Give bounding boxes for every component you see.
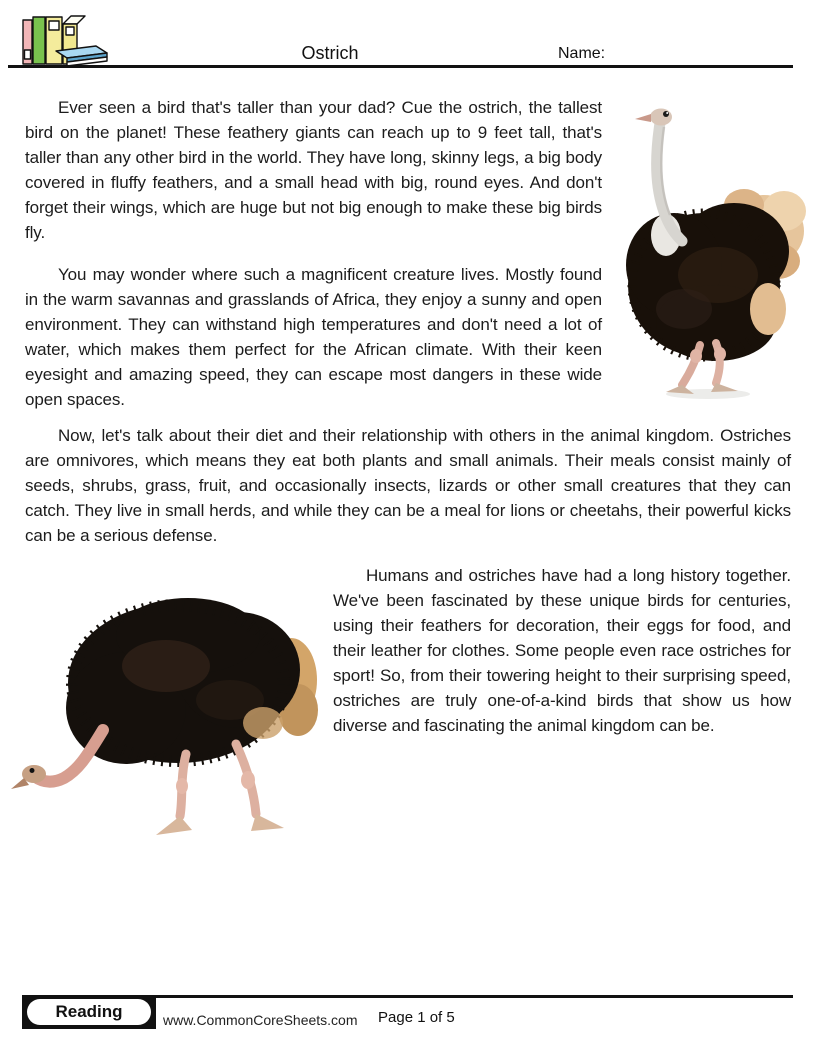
paragraph-intro: Ever seen a bird that's taller than your dad? Cue the ostrich, the tallest bird on the planet! These feathery giants can reach up to 9 feet tall, that's taller than any other bird in the world. They have long, skinny legs, a big body covered in fluffy feathers, and a small head with big, round eyes. And don't forget their wings, which are huge but not big enough to make these big birds fly. [25,98,602,242]
reading-badge-label: Reading [55,1002,123,1021]
paragraph-habitat: You may wonder where such a magnificent creature lives. Mostly found in the warm savannas and grasslands of Africa, they enjoy a sunny and open environment. They can withstand high temperatures and don't need a lot of water, which makes them perfect for the African climate. With their keen eyesight and amazing speed, they can escape most dangers in these wide open spaces. [25,265,602,409]
website-label: www.CommonCoreSheets.com [163,1012,358,1028]
paragraph-humans: Humans and ostriches have had a long history together. We've been fascinated by these unique birds for centuries, using their feathers for decoration, their eggs for food, and their leather for clothes. Some people even race ostriches for sport! So, from their towering height to their surprising speed, ostriches are truly one-of-a-kind birds that show us how diverse and fascinating the animal kingdom can be. [333,566,791,735]
header-rule [8,65,793,68]
reading-badge-pill [27,999,151,1025]
grazing-ostrich-photo [8,558,320,848]
page-number-label: Page 1 of 5 [378,1009,455,1026]
name-label: Name: [558,45,606,62]
books-stack-icon [20,12,110,68]
standing-ostrich-photo [616,93,808,405]
reading-badge [22,995,156,1029]
page-title: Ostrich [301,43,359,63]
paragraph-diet: Now, let's talk about their diet and their relationship with others in the animal kingdom. Ostriches are omnivores, which means they eat both plants and small animals. Their meals consist mainly of seeds, shrubs, grass, fruit, and occasionally insects, lizards or other small creatures that they can catch. They live in small herds, and while they can be a meal for lions or cheetahs, their powerful kicks can be a serious defense. [25,426,791,545]
